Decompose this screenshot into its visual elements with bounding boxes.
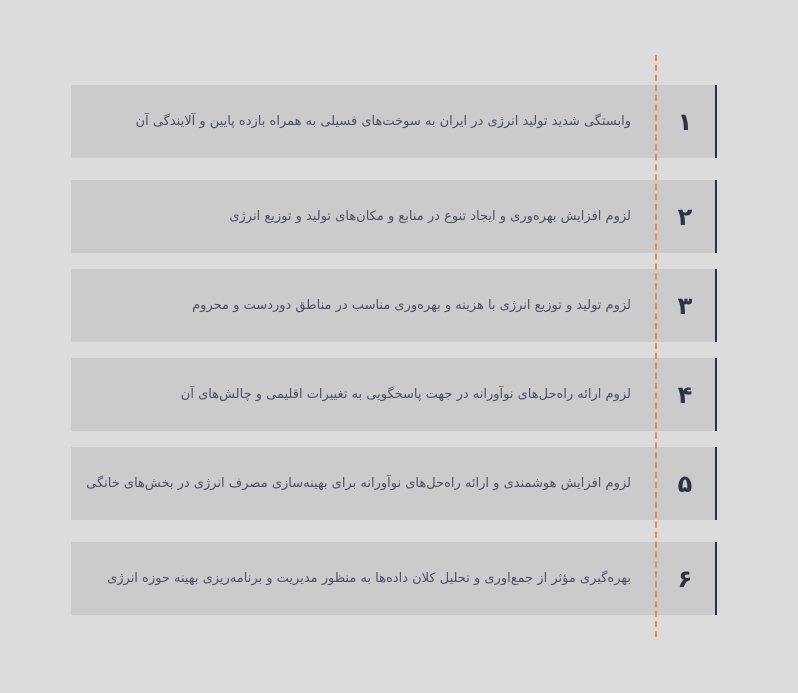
item-number: ۳ — [677, 291, 693, 320]
list-item — [71, 269, 717, 342]
item-text: لزوم تولید و توزیع انرژی با هزینه و بهره‌وری مناسب در مناطق دوردست و محروم — [192, 298, 631, 313]
item-number: ۴ — [677, 380, 693, 409]
list-item — [71, 447, 717, 520]
list-item — [71, 85, 717, 158]
list-item — [71, 542, 717, 615]
list-item — [71, 358, 717, 431]
item-number: ۲ — [677, 202, 693, 231]
item-number: ۱ — [677, 107, 693, 136]
item-text: بهره‌گیری مؤثر از جمع‌اوری و تحلیل کلان داده‌ها به منظور مدیریت و برنامه‌ریزی بهینه حوزه انرژی — [107, 571, 631, 586]
item-text: لزوم افزایش بهره‌وری و ایجاد تنوع در منابع و مکان‌های تولید و توزیع انرژی — [229, 209, 631, 224]
item-text: لزوم افزایش هوشمندی و ارائه راه‌حل‌های نوآورانه برای بهینه‌سازی مصرف انرژی در بخش‌های خانگی — [86, 476, 631, 491]
item-text: وابستگی شدید تولید انرژی در ایران به سوخت‌های فسیلی به همراه بازده پایین و آلایندگی آن — [135, 114, 631, 129]
item-number: ۵ — [677, 469, 693, 498]
item-number: ۶ — [677, 564, 693, 593]
list-item — [71, 180, 717, 253]
item-text: لزوم ارائه راه‌حل‌های نوآورانه در جهت پاسخگویی به تغییرات اقلیمی و چالش‌های آن — [180, 387, 631, 402]
dashed-divider — [655, 55, 657, 637]
